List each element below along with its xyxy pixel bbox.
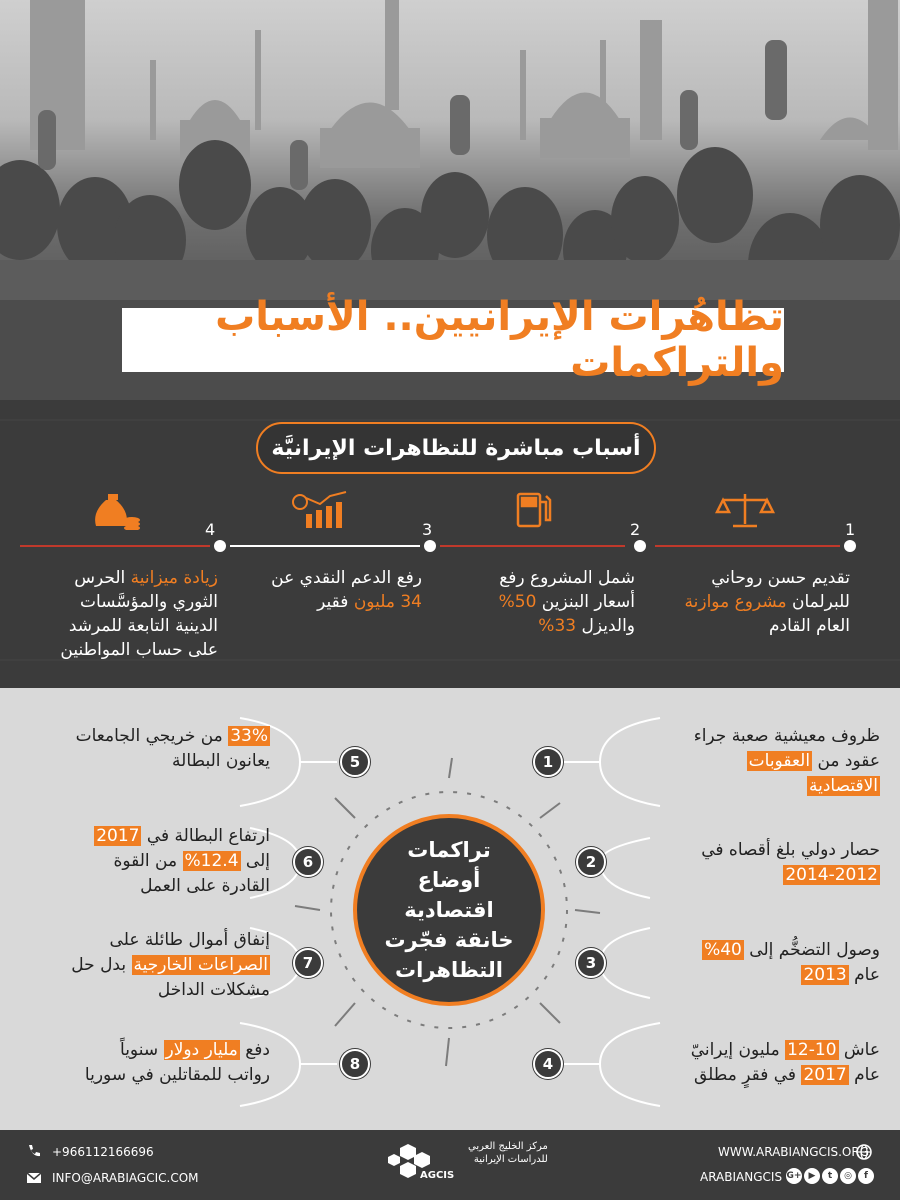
logo-english-text: AGCIS	[420, 1170, 455, 1181]
accumulations-center-title: تراكمات أوضاع اقتصادية خانقة فجّرت التظاهرات	[353, 814, 545, 1006]
cause-number-2: 2	[630, 520, 641, 539]
cause-text-1: تقديم حسن روحاني للبرلمان مشروع موازنة العام القادم	[684, 568, 850, 636]
twitter-icon[interactable]: t	[822, 1168, 838, 1184]
accumulations-section	[0, 688, 900, 1130]
scales-icon	[713, 490, 777, 530]
youtube-icon[interactable]: ▶	[804, 1168, 820, 1184]
accumulation-item-6: ارتفاع البطالة في 2017 إلى 12.4% من القوة القادرة على العمل	[96, 826, 270, 896]
item-number-5: 5	[340, 747, 370, 777]
direct-causes-heading: أسباب مباشرة للتظاهرات الإيرانيَّة	[256, 422, 656, 474]
accumulation-item-5: 33% من خريجي الجامعات يعانون البطالة	[75, 726, 270, 771]
social-handle[interactable]: ARABIANGCIS	[700, 1170, 783, 1184]
cause-number-1: 1	[845, 520, 856, 539]
facebook-icon[interactable]: f	[858, 1168, 874, 1184]
phone-icon	[26, 1144, 42, 1160]
item-number-1: 1	[533, 747, 563, 777]
bar-chart-icon	[290, 490, 354, 530]
accumulation-item-2: حصار دولي بلغ أقصاه في 2014-2012	[701, 840, 880, 885]
website-link[interactable]: WWW.ARABIANGCIS.ORG	[718, 1145, 869, 1159]
email-icon	[26, 1170, 42, 1186]
item-number-3: 3	[576, 948, 606, 978]
page-title: تظاهُرات الإيرانيين.. الأسباب والتراكمات	[215, 294, 784, 386]
title-banner	[122, 294, 784, 386]
causes-timeline	[0, 536, 900, 556]
cause-number-4: 4	[205, 520, 216, 539]
logo-arabic-text: مركز الخليج العربي للدراسات الإيرانية	[468, 1141, 548, 1165]
item-number-4: 4	[533, 1049, 563, 1079]
fuel-pump-icon	[512, 490, 556, 530]
item-number-7: 7	[293, 948, 323, 978]
cause-text-3: رفع الدعم النقدي عن 34 مليون فقير	[271, 568, 422, 612]
phone-number[interactable]: +966112166696	[52, 1145, 154, 1159]
cause-number-3: 3	[422, 520, 433, 539]
google-plus-icon[interactable]: G+	[786, 1168, 802, 1184]
accumulation-item-3: وصول التضخُّم إلى 40% عام 2013	[704, 940, 880, 985]
item-number-8: 8	[340, 1049, 370, 1079]
cause-text-4: زيادة ميزانية الحرس الثوري والمؤسَّسات الدينية التابعة للمرشد على حساب المواطنين	[60, 568, 218, 660]
globe-icon	[856, 1144, 872, 1160]
item-number-2: 2	[576, 847, 606, 877]
accumulation-item-7: إنفاق أموال طائلة على الصراعات الخارجية بدل حل مشكلات الداخل	[71, 930, 270, 1000]
money-bag-icon	[88, 490, 142, 530]
item-number-6: 6	[293, 847, 323, 877]
accumulation-item-4: عاش 10-12 مليون إيرانيّ عام 2017 في فقرٍ مطلق	[690, 1040, 880, 1085]
hero-section	[0, 0, 900, 400]
direct-causes-section	[0, 400, 900, 688]
footer	[0, 1130, 900, 1200]
accumulation-item-8: دفع مليار دولار سنوياً رواتب للمقاتلين في سوريا	[84, 1040, 270, 1085]
email-address[interactable]: INFO@ARABIAGCIC.COM	[52, 1171, 199, 1185]
instagram-icon[interactable]: ◎	[840, 1168, 856, 1184]
accumulation-item-1: ظروف معيشية صعبة جراء عقود من العقوبات الاقتصادية	[693, 726, 880, 796]
cause-text-2: شمل المشروع رفع أسعار البنزين 50% والديزل 33%	[498, 568, 635, 636]
